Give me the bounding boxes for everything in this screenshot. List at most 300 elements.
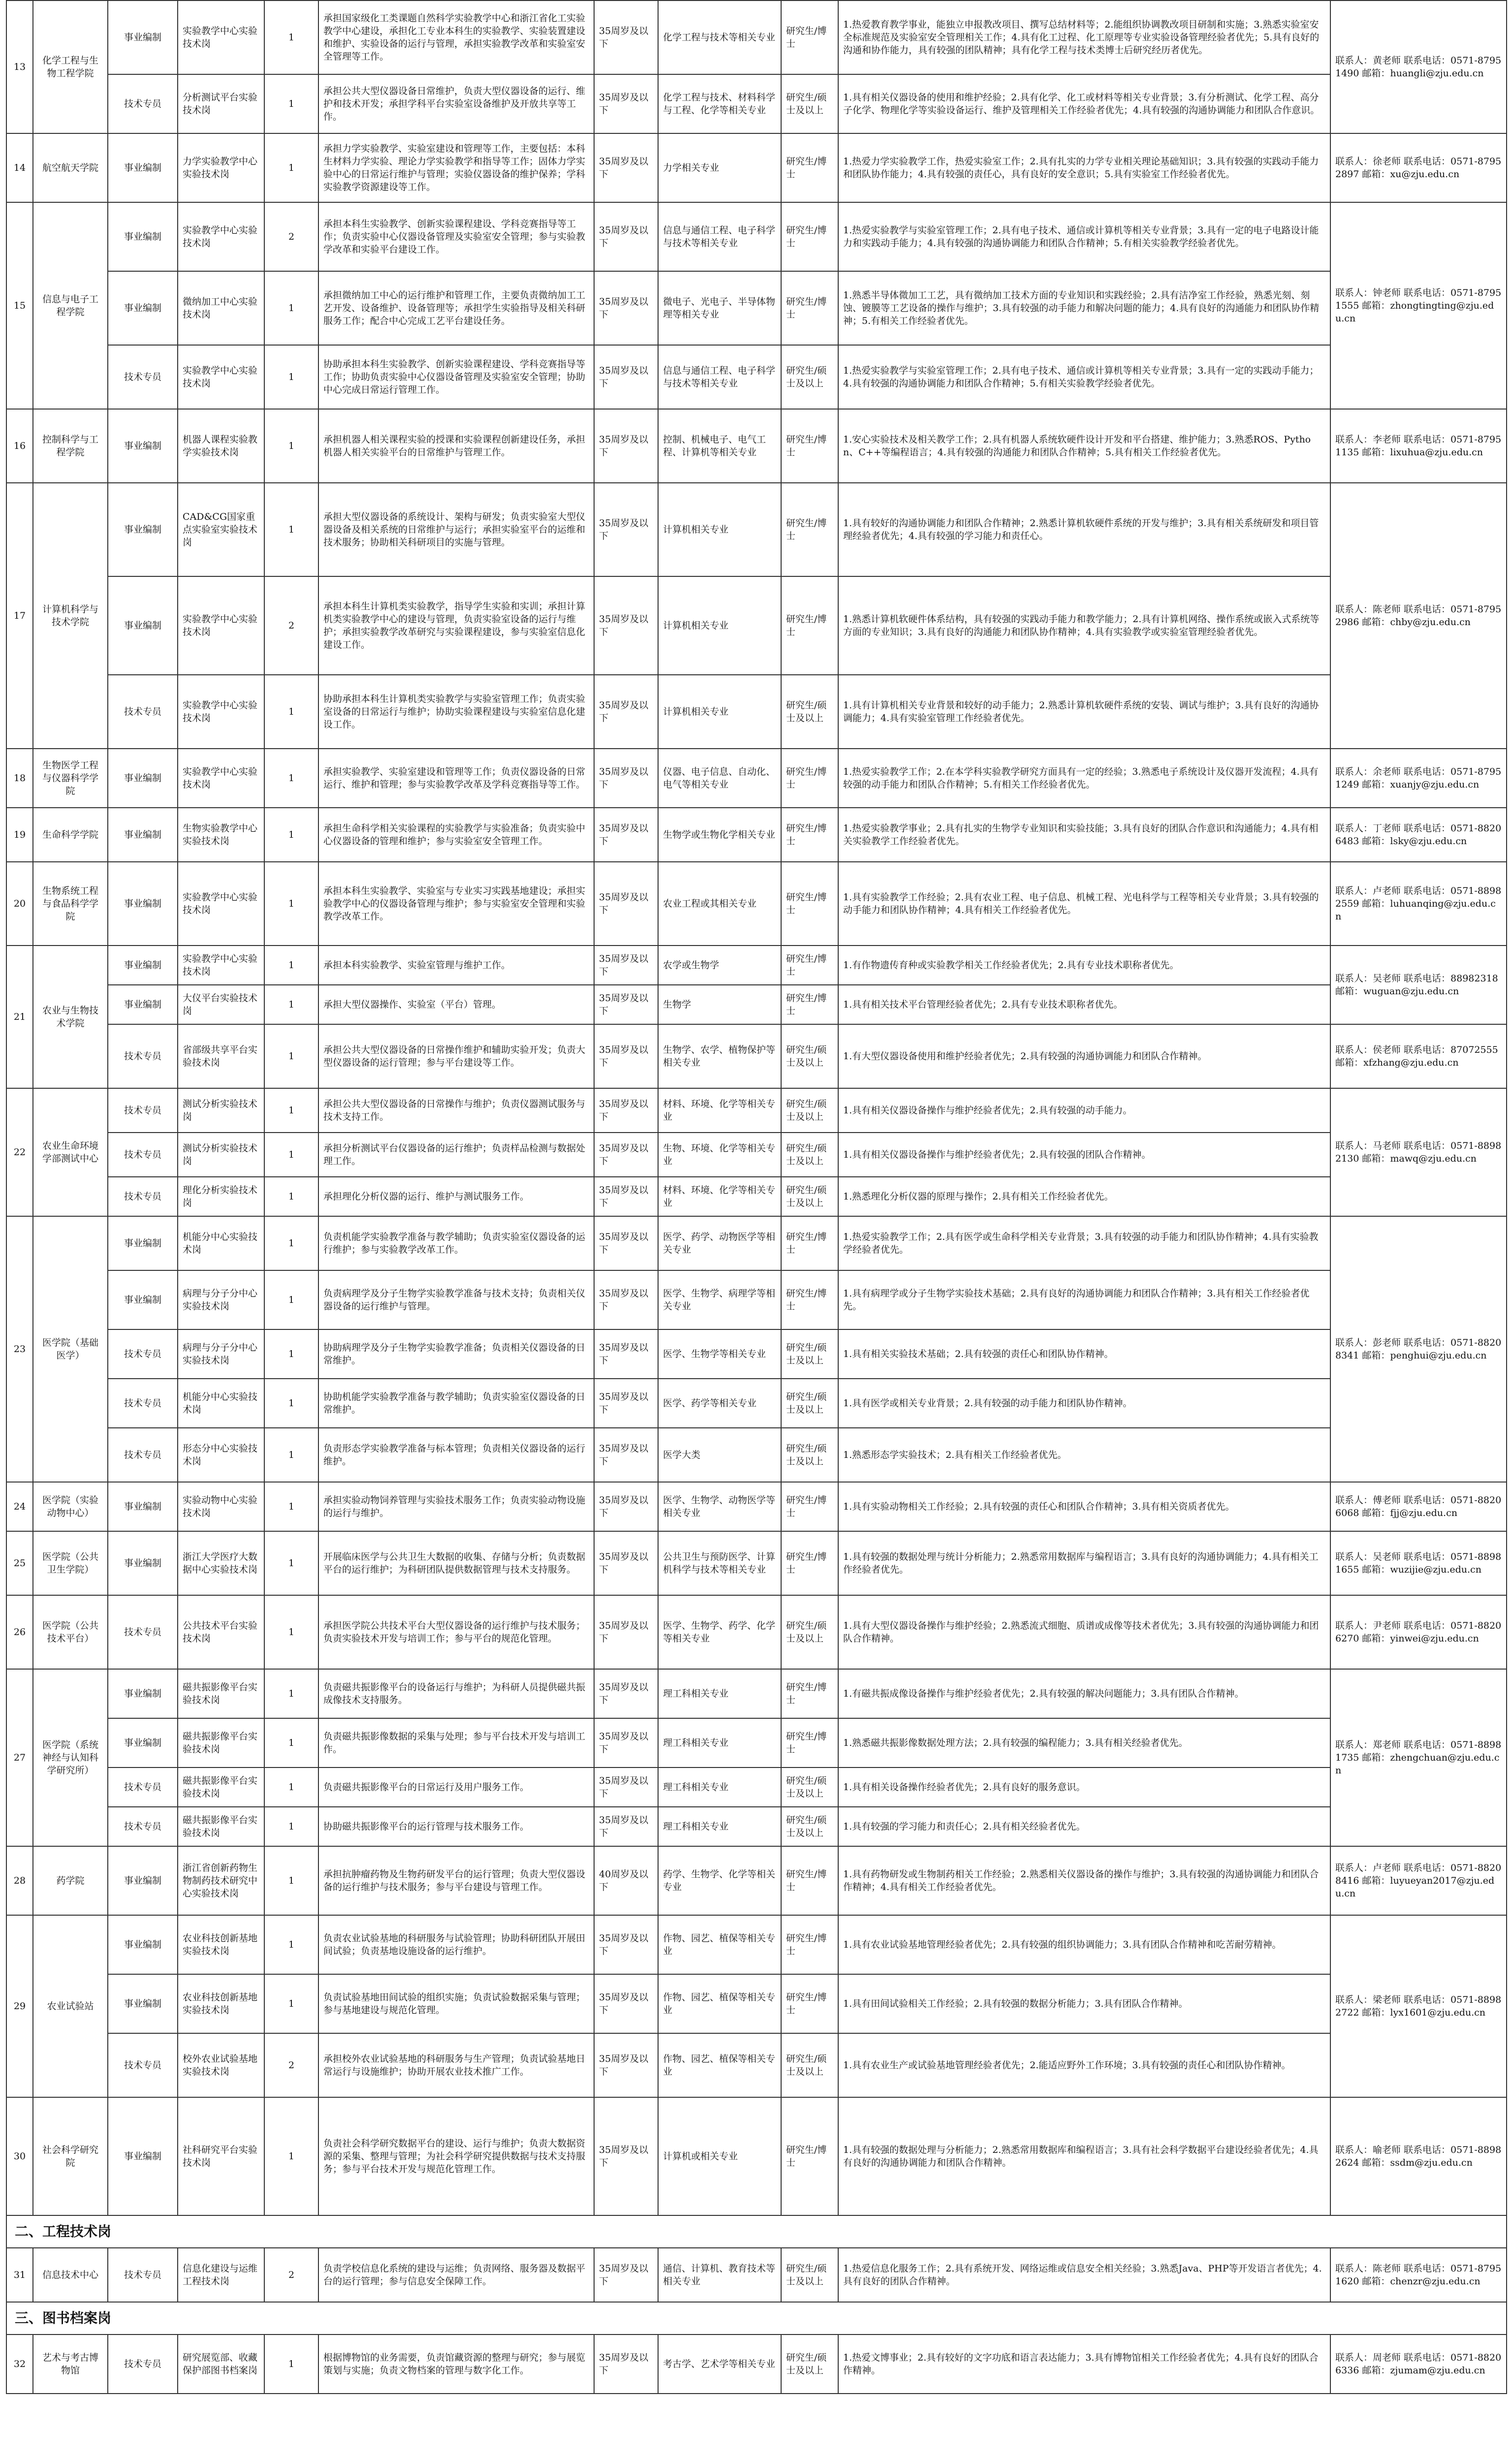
major-cell: 医学、生物学、病理学等相关专业 [658, 1270, 781, 1329]
table-row [6, 1329, 1507, 1379]
table-row [6, 409, 1507, 483]
headcount-cell: 2 [264, 576, 318, 675]
post-name-cell: 形态分中心实验技术岗 [178, 1428, 264, 1482]
requirements-cell: 1.安心实验技术及相关教学工作；2.具有机器人系统软硬件设计开发和平台搭建、维护能力；3.熟悉ROS、Python、C++等编程语言；4.具有较强的沟通能力和团队合作精神；5.具有相关工作经验者优先。 [838, 409, 1330, 483]
duty-cell: 承担机器人相关课程实验的授课和实验课程创新建设任务，承担机器人相关实验平台的日常维护与管理工作。 [318, 409, 594, 483]
college-name-cell: 控制科学与工程学院 [33, 409, 108, 483]
requirements-cell: 1.具有医学或相关专业背景；2.具有较强的动手能力和团队协作精神。 [838, 1379, 1330, 1428]
duty-cell: 承担分析测试平台仪器设备的运行维护；负责样品检测与数据处理工作。 [318, 1133, 594, 1177]
post-name-cell: 病理与分子分中心实验技术岗 [178, 1329, 264, 1379]
position-no-cell: 28 [6, 1846, 33, 1915]
age-limit-cell: 35周岁及以下 [594, 133, 658, 202]
duty-cell: 协助磁共振影像平台的运行管理与技术服务工作。 [318, 1807, 594, 1846]
position-no-cell: 21 [6, 946, 33, 1088]
major-cell: 信息与通信工程、电子科学与技术等相关专业 [658, 345, 781, 409]
duty-cell: 负责磁共振影像平台的设备运行与维护；为科研人员提供磁共振成像技术支持服务。 [318, 1669, 594, 1718]
duty-cell: 根据博物馆的业务需要，负责馆藏资源的整理与研究；参与展览策划与实施；负责文物档案的管理与数字化工作。 [318, 2335, 594, 2394]
headcount-cell: 1 [264, 1595, 318, 1669]
duty-cell: 承担医学院公共技术平台大型仪器设备的运行维护与技术服务；负责实验技术开发与培训工作；参与平台的规范化管理。 [318, 1595, 594, 1669]
age-limit-cell: 35周岁及以下 [594, 345, 658, 409]
major-cell: 医学、生物学等相关专业 [658, 1329, 781, 1379]
duty-cell: 负责学校信息化系统的建设与运维；负责网络、服务器及数据平台的运行管理；参与信息安全保障工作。 [318, 2248, 594, 2302]
college-name-cell: 计算机科学与技术学院 [33, 483, 108, 749]
major-cell: 生物学 [658, 985, 781, 1024]
table-row [6, 1428, 1507, 1482]
age-limit-cell: 35周岁及以下 [594, 1974, 658, 2033]
education-cell: 研究生/博士 [781, 483, 838, 576]
headcount-cell: 1 [264, 2335, 318, 2394]
post-name-cell: 实验教学中心实验技术岗 [178, 749, 264, 808]
position-no-cell: 13 [6, 0, 33, 133]
position-no-cell: 31 [6, 2248, 33, 2302]
education-cell: 研究生/硕士及以上 [781, 1807, 838, 1846]
major-cell: 理工科相关专业 [658, 1767, 781, 1807]
age-limit-cell: 35周岁及以下 [594, 1669, 658, 1718]
major-cell: 药学、生物学、化学等相关专业 [658, 1846, 781, 1915]
requirements-cell: 1.热爱实验教学工作；2.具有医学或生命科学相关专业背景；3.具有较强的动手能力和团队协作精神；4.具有实验教学经验者优先。 [838, 1216, 1330, 1270]
position-no-cell: 18 [6, 749, 33, 808]
major-cell: 材料、环境、化学等相关专业 [658, 1177, 781, 1216]
contact-cell: 联系人：吴老师 联系电话：88982318 邮箱：wuguan@zju.edu.cn [1330, 946, 1507, 1024]
duty-cell: 负责农业试验基地的科研服务与试验管理；协助科研团队开展田间试验；负责基地设施设备的运行维护。 [318, 1915, 594, 1974]
staff-type-cell: 技术专员 [108, 1807, 178, 1846]
post-name-cell: 生物实验教学中心实验技术岗 [178, 808, 264, 862]
major-cell: 通信、计算机、教育技术等相关专业 [658, 2248, 781, 2302]
age-limit-cell: 35周岁及以下 [594, 1088, 658, 1133]
requirements-cell: 1.热爱实验教学事业；2.具有扎实的生物学专业知识和实验技能；3.具有良好的团队合作意识和沟通能力；4.具有相关实验教学工作经验者优先。 [838, 808, 1330, 862]
table-row [6, 1718, 1507, 1767]
age-limit-cell: 35周岁及以下 [594, 749, 658, 808]
contact-cell: 联系人：尹老师 联系电话：0571-88206270 邮箱：yinwei@zju.edu.cn [1330, 1595, 1507, 1669]
post-name-cell: 实验教学中心实验技术岗 [178, 862, 264, 946]
education-cell: 研究生/博士 [781, 985, 838, 1024]
section-title: 二、工程技术岗 [6, 2215, 1507, 2248]
headcount-cell: 1 [264, 1270, 318, 1329]
staff-type-cell: 事业编制 [108, 1216, 178, 1270]
requirements-cell: 1.具有实验动物相关工作经验；2.具有较强的责任心和团队合作精神；3.具有相关资质者优先。 [838, 1482, 1330, 1531]
contact-cell: 联系人：陈老师 联系电话：0571-87951620 邮箱：chenzr@zju.edu.cn [1330, 2248, 1507, 2302]
age-limit-cell: 35周岁及以下 [594, 1329, 658, 1379]
staff-type-cell: 事业编制 [108, 409, 178, 483]
table-row [6, 749, 1507, 808]
contact-cell: 联系人：丁老师 联系电话：0571-88206483 邮箱：lsky@zju.edu.cn [1330, 808, 1507, 862]
duty-cell: 承担生命科学相关实验课程的实验教学与实验准备；负责实验中心仪器设备的管理和维护；参与实验室安全管理工作。 [318, 808, 594, 862]
table-row [6, 1379, 1507, 1428]
position-no-cell: 25 [6, 1531, 33, 1595]
requirements-cell: 1.具有大型仪器设备操作与维护经验；2.熟悉流式细胞、质谱或成像等技术者优先；3.具有较强的沟通协调能力和团队合作精神。 [838, 1595, 1330, 1669]
post-name-cell: 测试分析实验技术岗 [178, 1088, 264, 1133]
post-name-cell: 浙江省创新药物生物制药技术研究中心实验技术岗 [178, 1846, 264, 1915]
college-name-cell: 医学院（实验动物中心） [33, 1482, 108, 1531]
education-cell: 研究生/硕士及以上 [781, 1379, 838, 1428]
education-cell: 研究生/硕士及以上 [781, 345, 838, 409]
major-cell: 作物、园艺、植保等相关专业 [658, 1915, 781, 1974]
contact-cell: 联系人：彭老师 联系电话：0571-88208341 邮箱：penghui@zju.edu.cn [1330, 1216, 1507, 1482]
contact-cell: 联系人：周老师 联系电话：0571-88206336 邮箱：zjumam@zju.edu.cn [1330, 2335, 1507, 2394]
recruitment-table-sheet [6, 0, 1506, 2394]
duty-cell: 承担大型仪器操作、实验室（平台）管理。 [318, 985, 594, 1024]
duty-cell: 开展临床医学与公共卫生大数据的收集、存储与分析；负责数据平台的运行维护；为科研团队提供数据管理与技术支持服务。 [318, 1531, 594, 1595]
college-name-cell: 医学院（公共卫生学院） [33, 1531, 108, 1595]
table-row [6, 1767, 1507, 1807]
headcount-cell: 1 [264, 409, 318, 483]
education-cell: 研究生/博士 [781, 1216, 838, 1270]
headcount-cell: 1 [264, 675, 318, 749]
position-no-cell: 26 [6, 1595, 33, 1669]
contact-cell: 联系人：黄老师 联系电话：0571-87951490 邮箱：huangli@zju.edu.cn [1330, 0, 1507, 133]
major-cell: 考古学、艺术学等相关专业 [658, 2335, 781, 2394]
major-cell: 控制、机械电子、电气工程、计算机等相关专业 [658, 409, 781, 483]
college-name-cell: 农业与生物技术学院 [33, 946, 108, 1088]
major-cell: 仪器、电子信息、自动化、电气等相关专业 [658, 749, 781, 808]
headcount-cell: 1 [264, 0, 318, 74]
post-name-cell: 公共技术平台实验技术岗 [178, 1595, 264, 1669]
table-row [6, 985, 1507, 1024]
age-limit-cell: 35周岁及以下 [594, 675, 658, 749]
major-cell: 微电子、光电子、半导体物理等相关专业 [658, 271, 781, 345]
requirements-cell: 1.熟悉计算机软硬件体系结构，具有较强的实践动手能力和教学能力；2.具有计算机网络、操作系统或嵌入式系统等方面的专业知识；3.具有良好的沟通能力和团队协作精神；4.具有实验教学或实验室管理经验者优先。 [838, 576, 1330, 675]
duty-cell: 负责社会科学研究数据平台的建设、运行与维护；负责大数据资源的采集、整理与管理；为社会科学研究提供数据与技术支持服务；参与平台技术开发与规范化管理工作。 [318, 2097, 594, 2215]
recruitment-table-body [6, 0, 1507, 2394]
table-row [6, 74, 1507, 133]
post-name-cell: 农业科技创新基地实验技术岗 [178, 1974, 264, 2033]
requirements-cell: 1.具有较强的数据处理与分析能力；2.熟悉常用数据库和编程语言；3.具有社会科学数据平台建设经验者优先；4.具有良好的沟通协调能力和团队合作精神。 [838, 2097, 1330, 2215]
headcount-cell: 1 [264, 1216, 318, 1270]
age-limit-cell: 35周岁及以下 [594, 1807, 658, 1846]
position-no-cell: 32 [6, 2335, 33, 2394]
major-cell: 力学相关专业 [658, 133, 781, 202]
staff-type-cell: 事业编制 [108, 1270, 178, 1329]
duty-cell: 协助承担本科生实验教学、创新实验课程建设、学科竞赛指导等工作；协助负责实验中心仪器设备管理及实验室安全管理；协助中心完成日常运行管理工作。 [318, 345, 594, 409]
post-name-cell: 社科研究平台实验技术岗 [178, 2097, 264, 2215]
contact-cell: 联系人：郑老师 联系电话：0571-88981735 邮箱：zhengchuan@zju.edu.cn [1330, 1669, 1507, 1846]
position-no-cell: 15 [6, 202, 33, 409]
duty-cell: 负责磁共振影像数据的采集与处理；参与平台技术开发与培训工作。 [318, 1718, 594, 1767]
headcount-cell: 1 [264, 1718, 318, 1767]
position-no-cell: 27 [6, 1669, 33, 1846]
contact-cell: 联系人：侯老师 联系电话：87072555 邮箱：xfzhang@zju.edu.cn [1330, 1024, 1507, 1088]
duty-cell: 承担本科实验教学、实验室管理与维护工作。 [318, 946, 594, 985]
headcount-cell: 1 [264, 1669, 318, 1718]
post-name-cell: 磁共振影像平台实验技术岗 [178, 1718, 264, 1767]
contact-cell: 联系人：徐老师 联系电话：0571-87952897 邮箱：xu@zju.edu.cn [1330, 133, 1507, 202]
table-row [6, 483, 1507, 576]
contact-cell: 联系人：梁老师 联系电话：0571-88982722 邮箱：lyx1601@zju.edu.cn [1330, 1915, 1507, 2097]
education-cell: 研究生/博士 [781, 1915, 838, 1974]
major-cell: 信息与通信工程、电子科学与技术等相关专业 [658, 202, 781, 271]
duty-cell: 承担实验教学、实验室建设和管理等工作；负责仪器设备的日常运行、维护和管理；参与实验教学改革及学科竞赛指导等工作。 [318, 749, 594, 808]
staff-type-cell: 事业编制 [108, 808, 178, 862]
requirements-cell: 1.热爱实验教学与实验室管理工作；2.具有电子技术、通信或计算机等相关专业背景；3.具有一定的电子电路设计能力和实践动手能力；4.具有较强的沟通协调能力和团队合作精神；5.有相关实验教学经验者优先。 [838, 202, 1330, 271]
college-name-cell: 医学院（基础医学） [33, 1216, 108, 1482]
major-cell: 医学、药学等相关专业 [658, 1379, 781, 1428]
duty-cell: 承担国家级化工类课题自然科学实验教学中心和浙江省化工实验教学中心建设，承担化工专业本科生的实验教学、实验装置建设和维护、实验设备的运行与管理，承担实验教学改革和实验室安全管理等工作。 [318, 0, 594, 74]
age-limit-cell: 35周岁及以下 [594, 1428, 658, 1482]
college-name-cell: 药学院 [33, 1846, 108, 1915]
requirements-cell: 1.具有相关仪器设备操作与维护经验者优先；2.具有较强的动手能力。 [838, 1088, 1330, 1133]
headcount-cell: 1 [264, 1531, 318, 1595]
age-limit-cell: 35周岁及以下 [594, 271, 658, 345]
requirements-cell: 1.具有实验教学工作经验；2.具有农业工程、电子信息、机械工程、光电科学与工程等相关专业背景；3.具有较强的动手能力和团队协作精神；4.具有相关工作经验者优先。 [838, 862, 1330, 946]
requirements-cell: 1.热爱实验教学工作；2.在本学科实验教学研究方面具有一定的经验；3.熟悉电子系统设计及仪器开发流程；4.具有较强的动手能力和团队合作精神；5.有相关工作经验者优先。 [838, 749, 1330, 808]
college-name-cell: 农业生命环境学部测试中心 [33, 1088, 108, 1216]
staff-type-cell: 事业编制 [108, 483, 178, 576]
education-cell: 研究生/博士 [781, 1846, 838, 1915]
recruitment-table [6, 0, 1507, 2394]
duty-cell: 承担力学实验教学、实验室建设和管理等工作，主要包括：本科生材料力学实验、理论力学实验教学和指导等工作；固体力学实验中心的日常运行维护与管理；实验仪器设备的维护保养；学科实验教学资源建设等工作。 [318, 133, 594, 202]
education-cell: 研究生/博士 [781, 1669, 838, 1718]
requirements-cell: 1.具有相关设备操作经验者优先；2.具有良好的服务意识。 [838, 1767, 1330, 1807]
headcount-cell: 1 [264, 1807, 318, 1846]
position-no-cell: 19 [6, 808, 33, 862]
duty-cell: 负责病理学及分子生物学实验教学准备与技术支持；负责相关仪器设备的运行维护与管理。 [318, 1270, 594, 1329]
staff-type-cell: 事业编制 [108, 133, 178, 202]
position-no-cell: 30 [6, 2097, 33, 2215]
table-row [6, 1270, 1507, 1329]
requirements-cell: 1.具有农业试验基地管理经验者优先；2.具有较强的组织协调能力；3.具有团队合作精神和吃苦耐劳精神。 [838, 1915, 1330, 1974]
post-name-cell: 实验动物中心实验技术岗 [178, 1482, 264, 1531]
age-limit-cell: 35周岁及以下 [594, 1379, 658, 1428]
age-limit-cell: 35周岁及以下 [594, 1482, 658, 1531]
post-name-cell: 微纳加工中心实验技术岗 [178, 271, 264, 345]
headcount-cell: 1 [264, 345, 318, 409]
staff-type-cell: 事业编制 [108, 576, 178, 675]
duty-cell: 承担公共大型仪器设备的日常操作维护和辅助实验开发；负责大型仪器设备的运行管理；参与平台建设等工作。 [318, 1024, 594, 1088]
post-name-cell: 农业科技创新基地实验技术岗 [178, 1915, 264, 1974]
staff-type-cell: 事业编制 [108, 1531, 178, 1595]
headcount-cell: 2 [264, 202, 318, 271]
headcount-cell: 2 [264, 2033, 318, 2097]
contact-cell: 联系人：吴老师 联系电话：0571-88981655 邮箱：wuzijie@zju.edu.cn [1330, 1531, 1507, 1595]
post-name-cell: 浙江大学医疗大数据中心实验技术岗 [178, 1531, 264, 1595]
requirements-cell: 1.具有较强的学习能力和责任心；2.具有相关经验者优先。 [838, 1807, 1330, 1846]
age-limit-cell: 35周岁及以下 [594, 202, 658, 271]
post-name-cell: 机能分中心实验技术岗 [178, 1379, 264, 1428]
education-cell: 研究生/博士 [781, 133, 838, 202]
major-cell: 理工科相关专业 [658, 1718, 781, 1767]
post-name-cell: 磁共振影像平台实验技术岗 [178, 1669, 264, 1718]
requirements-cell: 1.具有相关实验技术基础；2.具有较强的责任心和团队协作精神。 [838, 1329, 1330, 1379]
college-name-cell: 医学院（系统神经与认知科学研究所） [33, 1669, 108, 1846]
position-no-cell: 23 [6, 1216, 33, 1482]
major-cell: 作物、园艺、植保等相关专业 [658, 2033, 781, 2097]
headcount-cell: 1 [264, 808, 318, 862]
duty-cell: 负责试验基地田间试验的组织实施；负责试验数据采集与管理；参与基地建设与规范化管理。 [318, 1974, 594, 2033]
staff-type-cell: 技术专员 [108, 74, 178, 133]
education-cell: 研究生/硕士及以上 [781, 1133, 838, 1177]
major-cell: 医学、生物学、动物医学等相关专业 [658, 1482, 781, 1531]
requirements-cell: 1.具有较好的沟通协调能力和团队合作精神；2.熟悉计算机软硬件系统的开发与维护；3.具有相关系统研发和项目管理经验者优先；4.具有较强的学习能力和责任心。 [838, 483, 1330, 576]
staff-type-cell: 技术专员 [108, 675, 178, 749]
age-limit-cell: 35周岁及以下 [594, 483, 658, 576]
post-name-cell: 实验教学中心实验技术岗 [178, 576, 264, 675]
post-name-cell: 实验教学中心实验技术岗 [178, 345, 264, 409]
staff-type-cell: 技术专员 [108, 2335, 178, 2394]
post-name-cell: 力学实验教学中心实验技术岗 [178, 133, 264, 202]
table-row [6, 946, 1507, 985]
requirements-cell: 1.热爱信息化服务工作；2.具有系统开发、网络运维或信息安全相关经验；3.熟悉Java、PHP等开发语言者优先；4.具有良好的团队合作精神。 [838, 2248, 1330, 2302]
headcount-cell: 2 [264, 2248, 318, 2302]
staff-type-cell: 事业编制 [108, 862, 178, 946]
requirements-cell: 1.有大型仪器设备使用和维护经验者优先；2.具有较强的沟通协调能力和团队合作精神。 [838, 1024, 1330, 1088]
age-limit-cell: 35周岁及以下 [594, 1767, 658, 1807]
education-cell: 研究生/博士 [781, 202, 838, 271]
staff-type-cell: 事业编制 [108, 202, 178, 271]
age-limit-cell: 35周岁及以下 [594, 1915, 658, 1974]
education-cell: 研究生/博士 [781, 0, 838, 74]
requirements-cell: 1.有作物遗传育种或实验教学相关工作经验者优先；2.具有专业技术职称者优先。 [838, 946, 1330, 985]
age-limit-cell: 35周岁及以下 [594, 2097, 658, 2215]
headcount-cell: 1 [264, 1329, 318, 1379]
headcount-cell: 1 [264, 946, 318, 985]
table-row [6, 1177, 1507, 1216]
education-cell: 研究生/博士 [781, 1718, 838, 1767]
age-limit-cell: 35周岁及以下 [594, 808, 658, 862]
staff-type-cell: 技术专员 [108, 1133, 178, 1177]
staff-type-cell: 事业编制 [108, 2097, 178, 2215]
major-cell: 计算机相关专业 [658, 483, 781, 576]
post-name-cell: 实验教学中心实验技术岗 [178, 946, 264, 985]
table-row [6, 2033, 1507, 2097]
headcount-cell: 1 [264, 271, 318, 345]
staff-type-cell: 技术专员 [108, 1428, 178, 1482]
age-limit-cell: 35周岁及以下 [594, 862, 658, 946]
section-header-row [6, 2302, 1507, 2335]
age-limit-cell: 35周岁及以下 [594, 1718, 658, 1767]
post-name-cell: 机器人课程实验教学实验技术岗 [178, 409, 264, 483]
post-name-cell: 机能分中心实验技术岗 [178, 1216, 264, 1270]
education-cell: 研究生/博士 [781, 1974, 838, 2033]
contact-cell: 联系人：马老师 联系电话：0571-88982130 邮箱：mawq@zju.edu.cn [1330, 1088, 1507, 1216]
headcount-cell: 1 [264, 483, 318, 576]
staff-type-cell: 技术专员 [108, 1329, 178, 1379]
education-cell: 研究生/博士 [781, 1482, 838, 1531]
requirements-cell: 1.热爱力学实验教学工作，热爱实验室工作；2.具有扎实的力学专业相关理论基础知识；3.具有较强的实践动手能力和团队协作能力；4.具有较强的责任心，具有良好的安全意识；5.具有实验室工作经验者优先。 [838, 133, 1330, 202]
table-row [6, 1216, 1507, 1270]
age-limit-cell: 35周岁及以下 [594, 1216, 658, 1270]
requirements-cell: 1.热爱教育教学事业，能独立申报教改项目、撰写总结材料等；2.能组织协调教改项目研制和实施；3.熟悉实验室安全标准规范及实验室安全管理相关工作；4.具有化工过程、化工原理等专业实验设备管理经验者优先；5.具有良好的沟通和协作能力，具有较强的团队精神；具有化学工程与技术类博士后研究经历者优先。 [838, 0, 1330, 74]
table-row [6, 1531, 1507, 1595]
major-cell: 材料、环境、化学等相关专业 [658, 1088, 781, 1133]
education-cell: 研究生/博士 [781, 862, 838, 946]
post-name-cell: 实验教学中心实验技术岗 [178, 202, 264, 271]
post-name-cell: 理化分析实验技术岗 [178, 1177, 264, 1216]
education-cell: 研究生/博士 [781, 576, 838, 675]
duty-cell: 承担实验动物饲养管理与实验技术服务工作；负责实验动物设施的运行与维护。 [318, 1482, 594, 1531]
staff-type-cell: 事业编制 [108, 1482, 178, 1531]
duty-cell: 承担校外农业试验基地的科研服务与生产管理；负责试验基地日常运行与设施维护；协助开展农业技术推广工作。 [318, 2033, 594, 2097]
staff-type-cell: 事业编制 [108, 271, 178, 345]
staff-type-cell: 技术专员 [108, 1767, 178, 1807]
headcount-cell: 1 [264, 1915, 318, 1974]
section-header-row [6, 2215, 1507, 2248]
post-name-cell: 测试分析实验技术岗 [178, 1133, 264, 1177]
duty-cell: 协助机能学实验教学准备与教学辅助；负责实验室仪器设备的日常维护。 [318, 1379, 594, 1428]
duty-cell: 承担本科生实验教学、创新实验课程建设、学科竞赛指导等工作；负责实验中心仪器设备管理及实验室安全管理；参与实验教学改革和实验平台建设工作。 [318, 202, 594, 271]
requirements-cell: 1.具有相关仪器设备的使用和维护经验；2.具有化学、化工或材料等相关专业背景；3.有分析测试、化学工程、高分子化学、物理化学等实验设备运行、维护及管理相关工作经验者优先；4.具有较强的沟通协调能力和团队合作意识。 [838, 74, 1330, 133]
education-cell: 研究生/硕士及以上 [781, 1428, 838, 1482]
major-cell: 计算机相关专业 [658, 576, 781, 675]
position-no-cell: 24 [6, 1482, 33, 1531]
contact-cell: 联系人：傅老师 联系电话：0571-88206068 邮箱：fjj@zju.edu.cn [1330, 1482, 1507, 1531]
age-limit-cell: 35周岁及以下 [594, 2335, 658, 2394]
college-name-cell: 化学工程与生物工程学院 [33, 0, 108, 133]
major-cell: 生物学、农学、植物保护等相关专业 [658, 1024, 781, 1088]
age-limit-cell: 35周岁及以下 [594, 409, 658, 483]
education-cell: 研究生/博士 [781, 1531, 838, 1595]
major-cell: 农业工程或其相关专业 [658, 862, 781, 946]
table-row [6, 1482, 1507, 1531]
headcount-cell: 1 [264, 1974, 318, 2033]
education-cell: 研究生/硕士及以上 [781, 1767, 838, 1807]
staff-type-cell: 事业编制 [108, 0, 178, 74]
requirements-cell: 1.熟悉半导体微加工工艺，具有微纳加工技术方面的专业知识和实践经验；2.具有洁净室工作经验，熟悉光刻、刻蚀、镀膜等工艺设备的操作与维护；3.具有较强的动手能力和解决问题的能力；4.具有良好的沟通能力和团队协作精神；5.有相关工作经验者优先。 [838, 271, 1330, 345]
headcount-cell: 1 [264, 133, 318, 202]
major-cell: 作物、园艺、植保等相关专业 [658, 1974, 781, 2033]
age-limit-cell: 35周岁及以下 [594, 1133, 658, 1177]
major-cell: 化学工程与技术、材料科学与工程、化学等相关专业 [658, 74, 781, 133]
table-row [6, 2097, 1507, 2215]
staff-type-cell: 事业编制 [108, 1974, 178, 2033]
table-row [6, 1595, 1507, 1669]
duty-cell: 承担理化分析仪器的运行、维护与测试服务工作。 [318, 1177, 594, 1216]
age-limit-cell: 40周岁及以下 [594, 1846, 658, 1915]
contact-cell: 联系人：卢老师 联系电话：0571-88982559 邮箱：luhuanqing@zju.edu.cn [1330, 862, 1507, 946]
duty-cell: 负责机能学实验教学准备与教学辅助；负责实验室仪器设备的运行维护；参与实验教学改革工作。 [318, 1216, 594, 1270]
table-row [6, 202, 1507, 271]
post-name-cell: 病理与分子分中心实验技术岗 [178, 1270, 264, 1329]
table-row [6, 345, 1507, 409]
staff-type-cell: 事业编制 [108, 946, 178, 985]
age-limit-cell: 35周岁及以下 [594, 1177, 658, 1216]
duty-cell: 承担大型仪器设备的系统设计、架构与研发；负责实验室大型仪器设备及相关系统的日常维护与运行；承担实验室平台的运维和技术服务；协助相关科研项目的实施与管理。 [318, 483, 594, 576]
major-cell: 医学、生物学、药学、化学等相关专业 [658, 1595, 781, 1669]
position-no-cell: 29 [6, 1915, 33, 2097]
education-cell: 研究生/硕士及以上 [781, 675, 838, 749]
major-cell: 计算机或相关专业 [658, 2097, 781, 2215]
post-name-cell: 信息化建设与运维工程技术岗 [178, 2248, 264, 2302]
table-row [6, 0, 1507, 74]
requirements-cell: 1.具有药物研发或生物制药相关工作经验；2.熟悉相关仪器设备的操作与维护；3.具有较强的沟通协调能力和团队合作精神；4.具有相关工作经验者优先。 [838, 1846, 1330, 1915]
staff-type-cell: 事业编制 [108, 1718, 178, 1767]
headcount-cell: 1 [264, 1846, 318, 1915]
position-no-cell: 20 [6, 862, 33, 946]
age-limit-cell: 35周岁及以下 [594, 74, 658, 133]
age-limit-cell: 35周岁及以下 [594, 1024, 658, 1088]
education-cell: 研究生/硕士及以上 [781, 1024, 838, 1088]
age-limit-cell: 35周岁及以下 [594, 2033, 658, 2097]
staff-type-cell: 技术专员 [108, 1177, 178, 1216]
table-row [6, 808, 1507, 862]
college-name-cell: 医学院（公共技术平台） [33, 1595, 108, 1669]
position-no-cell: 16 [6, 409, 33, 483]
age-limit-cell: 35周岁及以下 [594, 985, 658, 1024]
table-row [6, 1088, 1507, 1133]
post-name-cell: 实验教学中心实验技术岗 [178, 675, 264, 749]
table-row [6, 1807, 1507, 1846]
age-limit-cell: 35周岁及以下 [594, 0, 658, 74]
headcount-cell: 1 [264, 862, 318, 946]
education-cell: 研究生/博士 [781, 271, 838, 345]
position-no-cell: 22 [6, 1088, 33, 1216]
requirements-cell: 1.具有相关技术平台管理经验者优先；2.具有专业技术职称者优先。 [838, 985, 1330, 1024]
college-name-cell: 社会科学研究院 [33, 2097, 108, 2215]
contact-cell: 联系人：喻老师 联系电话：0571-88982624 邮箱：ssdm@zju.edu.cn [1330, 2097, 1507, 2215]
table-row [6, 862, 1507, 946]
headcount-cell: 1 [264, 1482, 318, 1531]
table-row [6, 1133, 1507, 1177]
requirements-cell: 1.具有相关仪器设备操作与维护经验者优先；2.具有较强的团队合作精神。 [838, 1133, 1330, 1177]
